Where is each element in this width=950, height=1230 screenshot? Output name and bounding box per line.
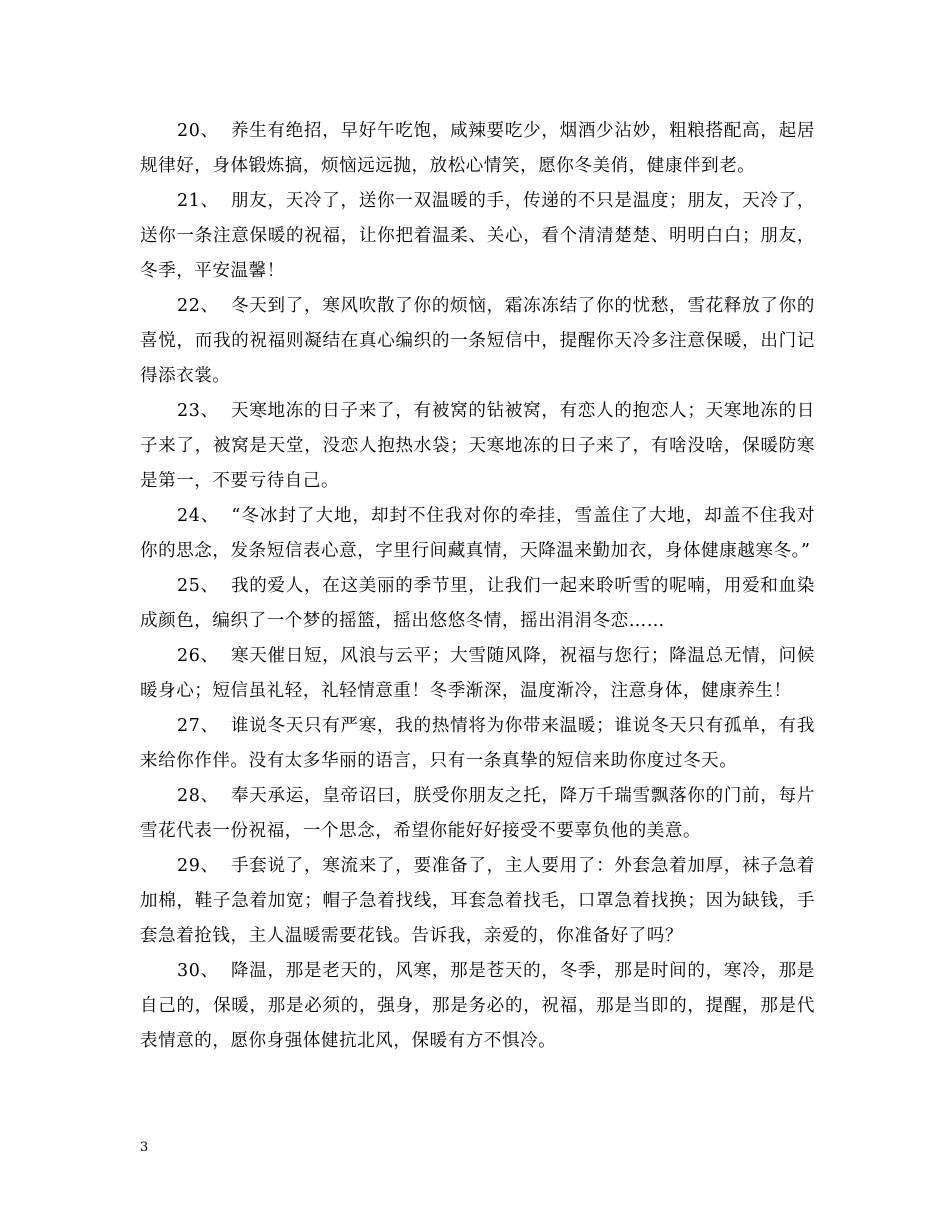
- paragraph-21: [140, 184, 815, 289]
- item-number: 26、: [177, 646, 219, 666]
- item-number: 24、: [177, 506, 220, 526]
- paragraph-23: [140, 394, 815, 499]
- item-number: 21、: [177, 191, 219, 211]
- paragraph-24: [140, 499, 815, 569]
- paragraph-text: 养生有绝招，早好午吃饱，咸辣要吃少，烟酒少沾妙，粗粮搭配高，起居规律好，身体锻炼搞，烦恼远远抛，放松心情笑，愿你冬美俏，健康伴到老。: [140, 121, 815, 176]
- paragraph-text: 手套说了，寒流来了，要准备了，主人要用了：外套急着加厚，袜子急着加棉，鞋子急着加宽；帽子急着找线，耳套急着找毛，口罩急着找换；因为缺钱，手套急着抢钱，主人温暖需要花钱。告诉我，亲爱的，你准备好了吗？: [140, 856, 815, 946]
- paragraph-text: 朋友，天冷了，送你一双温暖的手，传递的不只是温度；朋友，天冷了，送你一条注意保暖的祝福，让你把着温柔、关心，看个清清楚楚、明明白白；朋友，冬季，平安温馨！: [140, 191, 815, 281]
- paragraph-26: [140, 639, 815, 709]
- paragraph-29: [140, 849, 815, 954]
- paragraph-text: 降温，那是老天的，风寒，那是苍天的，冬季，那是时间的，寒冷，那是自己的，保暖，那是必须的，强身，那是务必的，祝福，那是当即的，提醒，那是代表情意的，愿你身强体健抗北风，保暖有方不惧冷。: [140, 961, 815, 1051]
- item-number: 27、: [177, 716, 219, 736]
- paragraph-30: [140, 954, 815, 1059]
- item-number: 28、: [177, 786, 219, 806]
- item-number: 23、: [177, 401, 219, 421]
- paragraph-20: [140, 114, 815, 184]
- paragraph-text: 寒天催日短，风浪与云平；大雪随风降，祝福与您行；降温总无情，问候暖身心；短信虽礼轻，礼轻情意重！冬季渐深，温度渐冷，注意身体，健康养生！: [140, 646, 815, 701]
- paragraph-27: [140, 709, 815, 779]
- paragraph-28: [140, 779, 815, 849]
- paragraph-text: 奉天承运，皇帝诏曰，朕受你朋友之托，降万千瑞雪飘落你的门前，每片雪花代表一份祝福，一个思念，希望你能好好接受不要辜负他的美意。: [140, 786, 815, 841]
- paragraph-22: [140, 289, 815, 394]
- paragraph-text: 天寒地冻的日子来了，有被窝的钻被窝，有恋人的抱恋人；天寒地冻的日子来了，被窝是天堂，没恋人抱热水袋；天寒地冻的日子来了，有啥没啥，保暖防寒是第一，不要亏待自己。: [140, 401, 815, 491]
- paragraph-text: “冬冰封了大地，却封不住我对你的牵挂，雪盖住了大地，却盖不住我对你的思念，发条短信表心意，字里行间藏真情，天降温来勤加衣，身体健康越寒冬。”: [140, 506, 815, 561]
- paragraph-text: 我的爱人，在这美丽的季节里，让我们一起来聆听雪的呢喃，用爱和血染成颜色，编织了一个梦的摇篮，摇出悠悠冬情，摇出涓涓冬恋……: [140, 576, 815, 631]
- item-number: 30、: [177, 961, 219, 981]
- item-number: 20、: [177, 121, 219, 141]
- paragraph-text: 谁说冬天只有严寒，我的热情将为你带来温暖；谁说冬天只有孤单，有我来给你作伴。没有太多华丽的语言，只有一条真挚的短信来助你度过冬天。: [140, 716, 815, 771]
- item-number: 29、: [177, 856, 219, 876]
- document-body: [140, 114, 815, 1059]
- paragraph-text: 冬天到了，寒风吹散了你的烦恼，霜冻冻结了你的忧愁，雪花释放了你的喜悦，而我的祝福则凝结在真心编织的一条短信中，提醒你天冷多注意保暖，出门记得添衣裳。: [140, 296, 815, 386]
- page-number: 3: [140, 1140, 149, 1155]
- item-number: 25、: [177, 576, 219, 596]
- item-number: 22、: [177, 296, 219, 316]
- paragraph-25: [140, 569, 815, 639]
